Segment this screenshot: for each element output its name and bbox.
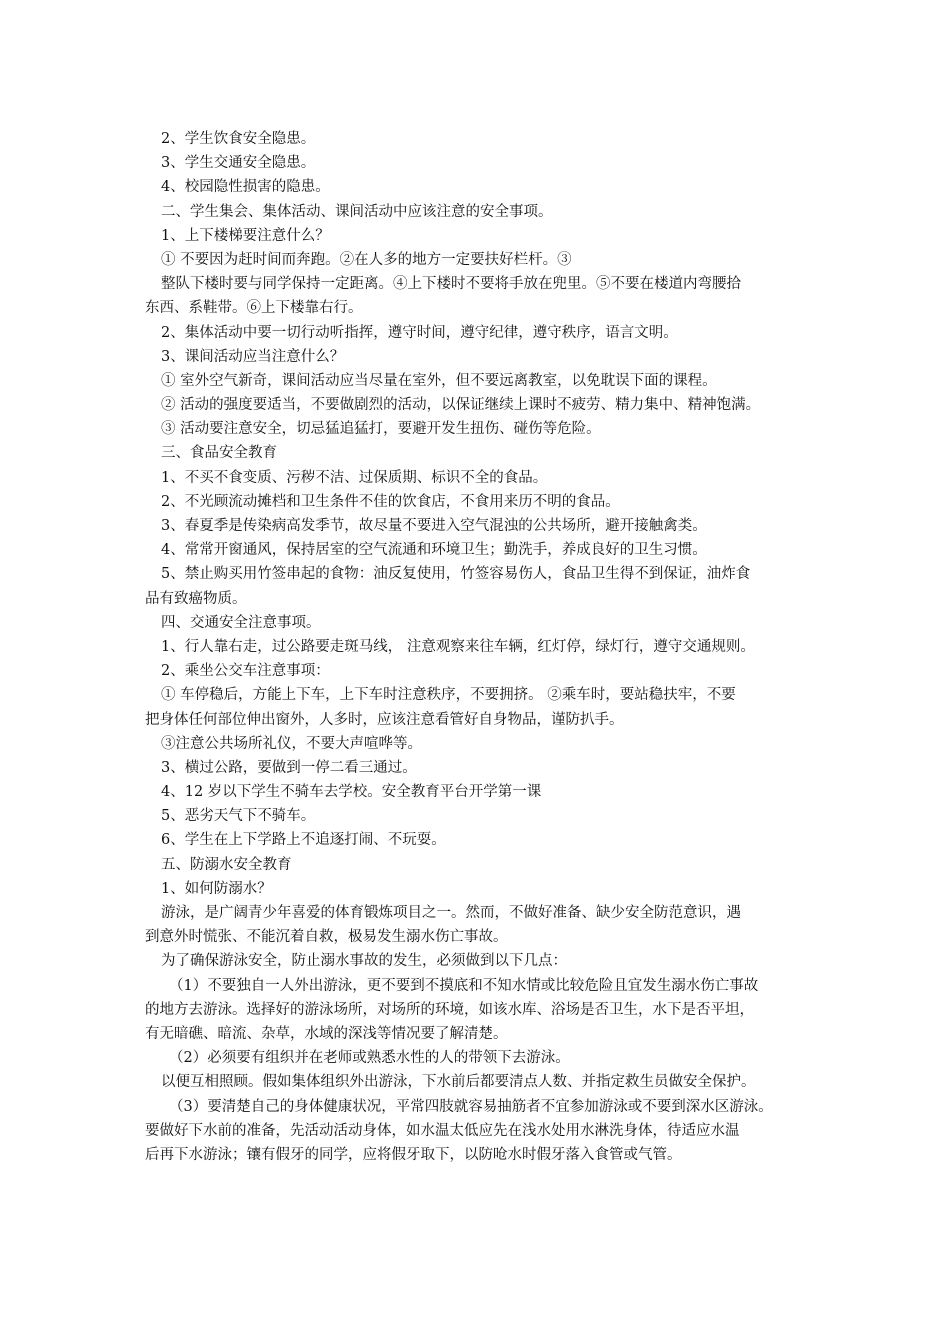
document-body [145, 127, 825, 1167]
text-line: 1、不买不食变质、污秽不洁、过保质期、标识不全的食品。 [161, 469, 548, 486]
text-line: 1、上下楼梯要注意什么？ [161, 227, 330, 244]
text-line: ③ 活动要注意安全，切忌猛追猛打，要避开发生扭伤、碰伤等危险。 [161, 421, 601, 438]
text-line: 为了确保游泳安全，防止溺水事故的发生，必须做到以下几点： [161, 953, 567, 970]
text-line: ③注意公共场所礼仪，不要大声喧哗等。 [161, 735, 422, 752]
text-line: 以便互相照顾。假如集体组织外出游泳，下水前后都要清点人数、并指定救生员做安全保护。 [161, 1074, 756, 1091]
text-line: ① 不要因为赶时间而奔跑。②在人多的地方一定要扶好栏杆。③ [161, 251, 572, 268]
text-line: 4、常常开窗通风，保持居室的空气流通和环境卫生；勤洗手，养成良好的卫生习惯。 [161, 542, 707, 559]
text-line: 3、学生交通安全隐患。 [161, 155, 316, 172]
text-line: 2、学生饮食安全隐患。 [161, 131, 316, 147]
text-line: 的地方去游泳。选择好的游泳场所，对场所的环境，如该水库、浴场是否卫生，水下是否平坦， [145, 1001, 754, 1018]
text-line: 到意外时慌张、不能沉着自救，极易发生溺水伤亡事故。 [145, 929, 508, 946]
text-line: 整队下楼时要与同学保持一定距离。④上下楼时不要将手放在兜里。⑤不要在楼道内弯腰拾 [161, 276, 741, 293]
text-line: 东西、系鞋带。⑥上下楼靠右行。 [145, 300, 363, 317]
text-line: 6、学生在上下学路上不追逐打闹、不玩耍。 [161, 832, 446, 849]
text-line: ① 车停稳后，方能上下车，上下车时注意秩序，不要拥挤。 ②乘车时，要站稳扶牢，不要 [161, 687, 736, 704]
text-line: （3）要清楚自己的身体健康状况，平常四肢就容易抽筋者不宜参加游泳或不要到深水区游泳。 [169, 1098, 773, 1115]
text-line: 2、集体活动中要一切行动听指挥，遵守时间，遵守纪律，遵守秩序，语言文明。 [161, 324, 678, 341]
text-line: ② 活动的强度要适当，不要做剧烈的活动，以保证继续上课时不疲劳、精力集中、精神饱满。 [161, 397, 761, 414]
section-heading: 二、学生集会、集体活动、课间活动中应该注意的安全事项。 [161, 203, 553, 220]
text-line: ① 室外空气新奇，课间活动应当尽量在室外，但不要远离教室，以免耽误下面的课程。 [161, 372, 717, 389]
section-heading: 四、交通安全注意事项。 [161, 614, 321, 631]
text-line: 4、12 岁以下学生不骑车去学校。安全教育平台开学第一课 [161, 784, 542, 801]
text-line: 要做好下水前的准备，先活动活动身体，如水温太低应先在浅水处用水淋洗身体，待适应水温 [145, 1122, 740, 1139]
text-line: 3、课间活动应当注意什么？ [161, 348, 345, 365]
text-line: 品有致癌物质。 [145, 590, 247, 607]
text-line: 后再下水游泳；镶有假牙的同学，应将假牙取下，以防呛水时假牙落入食管或气管。 [145, 1146, 682, 1163]
text-line: 2、不光顾流动摊档和卫生条件不佳的饮食店，不食用来历不明的食品。 [161, 493, 620, 510]
text-line: 3、横过公路，要做到一停二看三通过。 [161, 759, 417, 776]
text-line: 5、禁止购买用竹签串起的食物：油反复使用，竹签容易伤人，食品卫生得不到保证，油炸食 [161, 566, 751, 583]
section-heading: 五、防溺水安全教育 [161, 856, 292, 873]
text-line: 3、春夏季是传染病高发季节，故尽量不要进入空气混浊的公共场所，避开接触禽类。 [161, 518, 707, 534]
text-line: 2、乘坐公交车注意事项： [161, 663, 330, 680]
text-line: 4、校园隐性损害的隐患。 [161, 179, 330, 196]
text-line: 有无暗礁、暗流、杂草，水域的深浅等情况要了解清楚。 [145, 1025, 508, 1042]
text-line: （1）不要独自一人外出游泳，更不要到不摸底和不知水情或比较危险且宜发生溺水伤亡事故 [169, 977, 759, 994]
text-line: 游泳，是广阔青少年喜爱的体育锻炼项目之一。然而，不做好准备、缺少安全防范意识，遇 [161, 905, 741, 921]
text-line: 1、如何防溺水？ [161, 880, 272, 897]
text-line: （2）必须要有组织并在老师或熟悉水性的人的带领下去游泳。 [169, 1050, 570, 1067]
text-line: 5、恶劣天气下不骑车。 [161, 808, 316, 825]
section-heading: 三、食品安全教育 [161, 445, 277, 462]
text-line: 把身体任何部位伸出窗外，人多时，应该注意看管好自身物品，谨防扒手。 [145, 711, 624, 728]
text-line: 1、行人靠右走，过公路要走斑马线， 注意观察来往车辆，红灯停，绿灯行，遵守交通规则。 [161, 638, 755, 655]
